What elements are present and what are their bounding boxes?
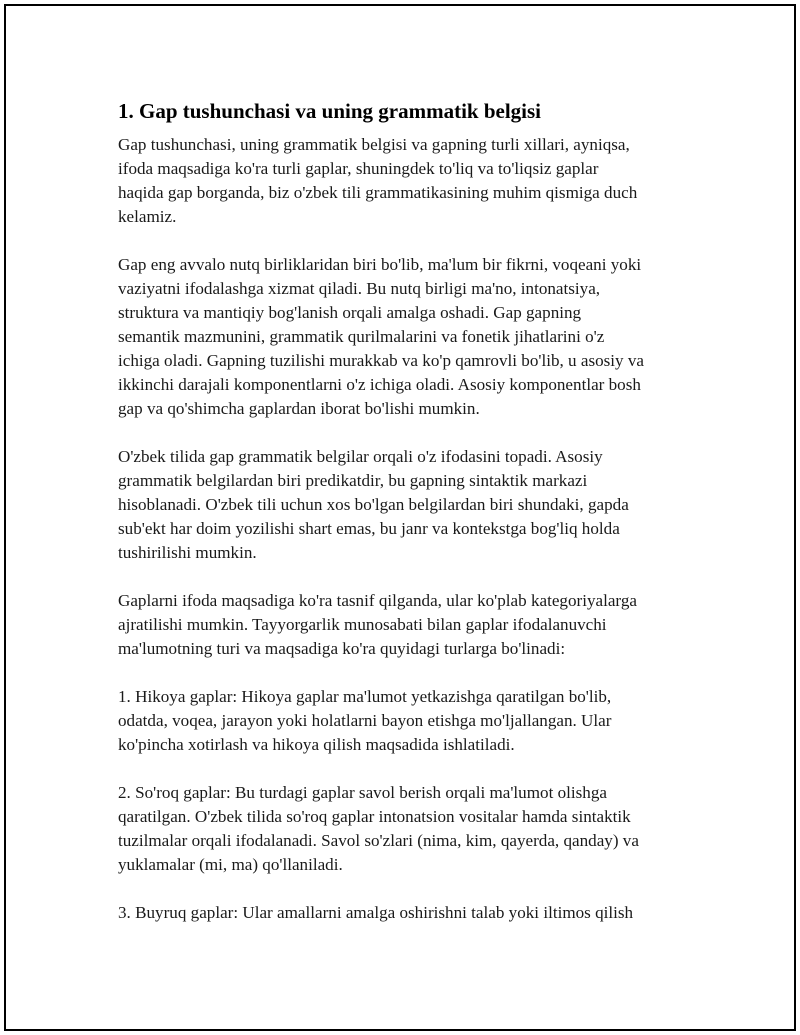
paragraph-1 <box>118 133 718 229</box>
paragraph-line: O'zbek tilida gap grammatik belgilar orqali o'z ifodasini topadi. Asosiy <box>118 447 603 466</box>
paragraph-line: struktura va mantiqiy bog'lanish orqali amalga oshadi. Gap gapning <box>118 303 582 322</box>
page-content <box>118 98 718 949</box>
paragraph-line: ajratilishi mumkin. Tayyorgarlik munosabati bilan gaplar ifodalanuvchi <box>118 615 607 634</box>
paragraph-line: vaziyatni ifodalashga xizmat qiladi. Bu nutq birligi ma'no, intonatsiya, <box>118 279 601 298</box>
paragraph-line: kelamiz. <box>118 207 177 226</box>
paragraph-6 <box>118 781 718 877</box>
paragraph-5 <box>118 685 718 757</box>
paragraph-line: Gap tushunchasi, uning grammatik belgisi va gapning turli xillari, ayniqsa, <box>118 135 630 154</box>
paragraph-2 <box>118 253 718 421</box>
paragraph-4 <box>118 589 718 661</box>
paragraph-line: sub'ekt har doim yozilishi shart emas, bu janr va kontekstga bog'liq holda <box>118 519 620 538</box>
paragraph-7 <box>118 901 718 925</box>
paragraph-line: Gaplarni ifoda maqsadiga ko'ra tasnif qilganda, ular ko'plab kategoriyalarga <box>118 591 637 610</box>
paragraph-line: hisoblanadi. O'zbek tili uchun xos bo'lgan belgilardan biri shundaki, gapda <box>118 495 629 514</box>
paragraph-line: yuklamalar (mi, ma) qo'llaniladi. <box>118 855 343 874</box>
section-title: 1. Gap tushunchasi va uning grammatik belgisi <box>118 99 542 123</box>
paragraph-line: semantik mazmunini, grammatik qurilmalarini va fonetik jihatlarini o'z <box>118 327 605 346</box>
paragraph-line: haqida gap borganda, biz o'zbek tili grammatikasining muhim qismiga duch <box>118 183 638 202</box>
page-frame <box>4 4 796 1031</box>
paragraph-line: 2. So'roq gaplar: Bu turdagi gaplar savol berish orqali ma'lumot olishga <box>118 783 607 802</box>
paragraph-line: 1. Hikoya gaplar: Hikoya gaplar ma'lumot yetkazishga qaratilgan bo'lib, <box>118 687 612 706</box>
paragraph-line: ikkinchi darajali komponentlarni o'z ichiga oladi. Asosiy komponentlar bosh <box>118 375 641 394</box>
paragraph-line: odatda, voqea, jarayon yoki holatlarni bayon etishga mo'ljallangan. Ular <box>118 711 612 730</box>
paragraph-line: tuzilmalar orqali ifodalanadi. Savol so'zlari (nima, kim, qayerda, qanday) va <box>118 831 639 850</box>
paragraph-line: ko'pincha xotirlash va hikoya qilish maqsadida ishlatiladi. <box>118 735 515 754</box>
paragraph-line: gap va qo'shimcha gaplardan iborat bo'lishi mumkin. <box>118 399 480 418</box>
paragraph-line: ichiga oladi. Gapning tuzilishi murakkab va ko'p qamrovli bo'lib, u asosiy va <box>118 351 645 370</box>
paragraph-line: Gap eng avvalo nutq birliklaridan biri bo'lib, ma'lum bir fikrni, voqeani yoki <box>118 255 642 274</box>
paragraph-line: tushirilishi mumkin. <box>118 543 257 562</box>
paragraph-line: 3. Buyruq gaplar: Ular amallarni amalga oshirishni talab yoki iltimos qilish <box>118 903 634 922</box>
paragraph-line: ma'lumotning turi va maqsadiga ko'ra quyidagi turlarga bo'linadi: <box>118 639 566 658</box>
paragraph-3 <box>118 445 718 565</box>
paragraph-line: ifoda maqsadiga ko'ra turli gaplar, shuningdek to'liq va to'liqsiz gaplar <box>118 159 599 178</box>
paragraphs-container <box>118 133 718 925</box>
paragraph-line: grammatik belgilardan biri predikatdir, bu gapning sintaktik markazi <box>118 471 588 490</box>
paragraph-line: qaratilgan. O'zbek tilida so'roq gaplar intonatsion vositalar hamda sintaktik <box>118 807 631 826</box>
